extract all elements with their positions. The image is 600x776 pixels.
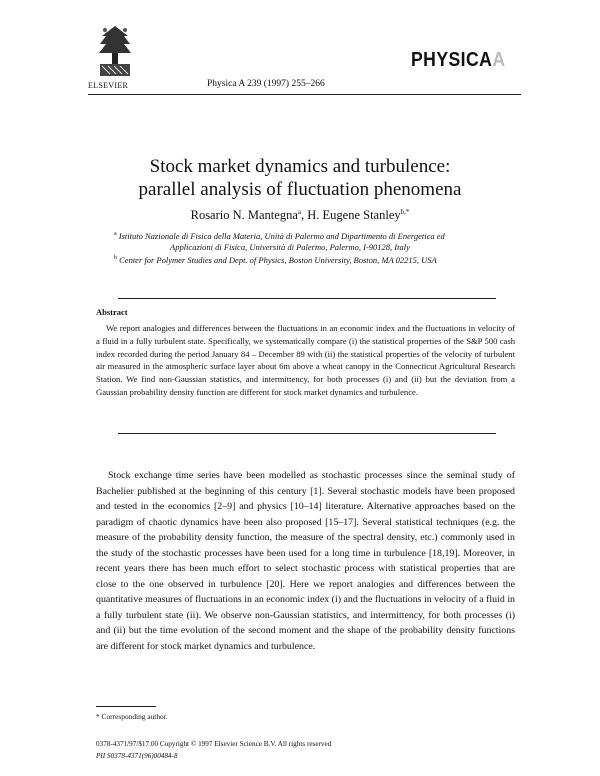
journal-logo	[411, 49, 505, 72]
affiliation-b	[114, 253, 534, 266]
affiliation-mark: b	[114, 255, 117, 261]
elsevier-logo	[96, 22, 134, 80]
journal-reference: Physica A 239 (1997) 255–266	[207, 79, 325, 89]
affiliation-text: Center for Polymer Studies and Dept. of Physics, Boston University, Boston, MA 02215, USA	[119, 254, 437, 265]
footnote: * Corresponding author.	[96, 712, 168, 721]
affiliation-mark: a	[297, 208, 301, 216]
author-separator: ,	[301, 208, 308, 223]
affiliation-mark: b,*	[400, 208, 410, 216]
body-text	[96, 468, 515, 654]
publisher-name: ELSEVIER	[88, 81, 129, 90]
paper-title-line2: parallel analysis of fluctuation phenomena	[138, 179, 462, 200]
paper-title-line1: Stock market dynamics and turbulence:	[149, 156, 451, 177]
abstract-heading: Abstract	[96, 307, 128, 317]
author-name: H. Eugene Stanley	[307, 208, 401, 223]
abstract-text	[96, 322, 515, 399]
footnote-rule	[96, 706, 156, 707]
author-list	[0, 208, 600, 223]
body-paragraph: Stock exchange time series have been modelled as stochastic processes since the seminal study of Bachelier published at the beginning of this century [1]. Several stochastic models have been proposed and tested in the economics [2–9] and physics [10–14] literature. Alternative approaches based on the paradigm of chaotic dynamics have been also proposed [15–17]. Several statistical techniques (e.g. the measure of the probability density function, the measure of the spectral density, etc.) commonly used in the study of the stochastic processes have been used for a long time in turbulence [18,19]. Moreover, in recent years there has been much effort to select stochastic process with statistical properties that are close to the one observed in turbulence [20]. Here we report analogies and differences between the quantitative measures of fluctuations in an economic index (i) and the fluctuations in velocity of a fluid in a fully turbulent state (ii). We observe non-Gaussian statistics, and intermittency, for both processes (i) and (ii) but the time evolution of the second moment and the shape of the probability density functions are different for stock market dynamics and turbulence.	[96, 470, 515, 652]
journal-logo-tail: A	[492, 49, 506, 71]
header-rule	[88, 94, 521, 95]
abstract-top-rule	[118, 298, 496, 299]
affiliation-mark: a	[114, 231, 117, 237]
affiliation-text: Istituto Nazionale di Fisica della Materia, Unità di Palermo and Dipartimento di Energetica ed	[118, 230, 445, 241]
abstract-bottom-rule	[118, 433, 496, 434]
copyright-line: 0378-4371/97/$17.00 Copyright © 1997 Elsevier Science B.V. All rights reserved	[96, 740, 332, 748]
affiliation-a	[114, 229, 534, 253]
abstract-paragraph: We report analogies and differences between the fluctuations in an economic index and the fluctuations in velocity of a fluid in a fully turbulent state. Specifically, we systematically compare (i) the statistical properties of the S&P 500 cash index recorded during the period January 84 – December 89 with (ii) the statistical properties of the velocity of turbulent air measured in the atmospheric surface layer about 6m above a wheat canopy in the Connecticut Agricultural Research Station. We find non-Gaussian statistics, and intermittency, for both processes (i) and (ii) but the deviation from a Gaussian probability density function are different for stock market dynamics and turbulence.	[96, 323, 515, 397]
affiliation-text: Applicazioni di Fisica, Università di Palermo, Palermo, I-90128, Italy	[170, 241, 410, 252]
pii-line: PII S0378-4371(96)00484-8	[96, 752, 178, 760]
author-name: Rosario N. Mantegna	[190, 208, 298, 223]
journal-logo-text: PHYSICA	[411, 49, 493, 71]
